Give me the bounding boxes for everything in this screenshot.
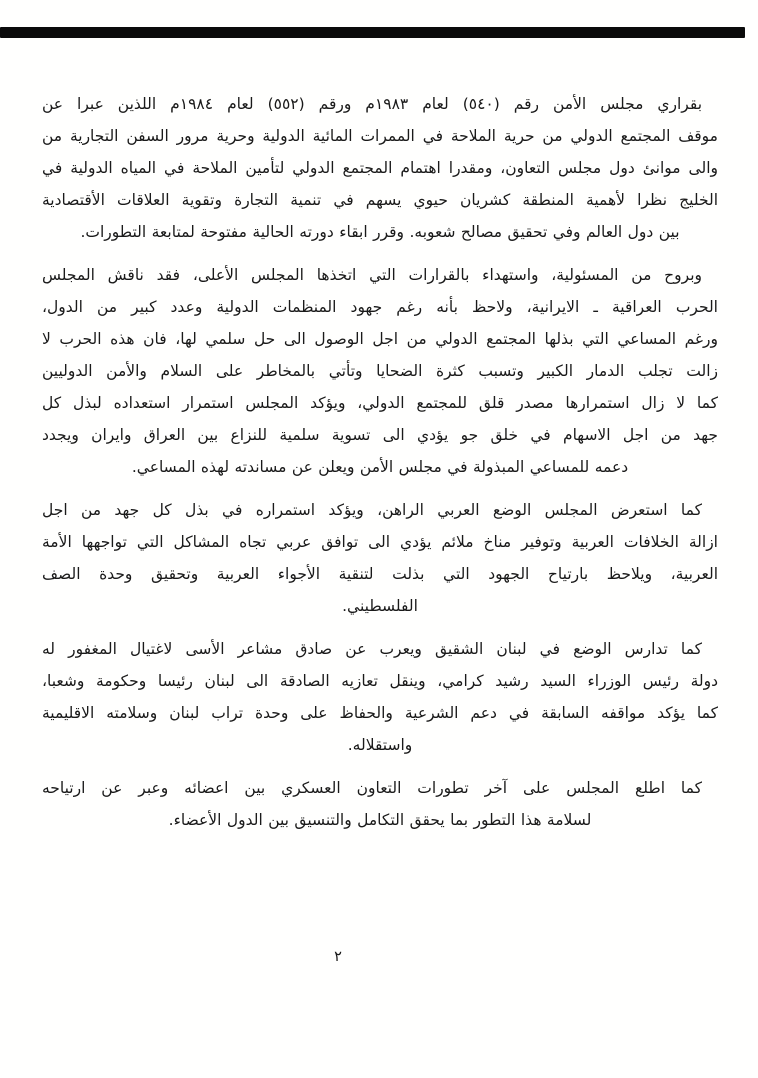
text-line: جهد من اجل الاسهام في خلق جو يؤدي الى تسوية سلمية للنزاع بين العراق وايران ويجدد xyxy=(42,426,718,444)
text-line: كما تدارس الوضع في لبنان الشقيق ويعرب عن صادق مشاعر الأسى لاغتيال المغفور له xyxy=(42,640,702,658)
text-line: والى موانئ دول مجلس التعاون، ومقدرا اهتمام المجتمع الدولي لتأمين الملاحة في المياه الدولية في xyxy=(42,159,718,177)
text-line: كما يؤكد مواقفه السابقة في دعم الشرعية والحفاظ على وحدة تراب لبنان وسلامته الاقليمية xyxy=(42,704,718,722)
text-line: موقف المجتمع الدولي من حرية الملاحة في الممرات المائية الدولية وحرية مرور السفن التجارية من xyxy=(42,127,718,145)
text-line: ازالة الخلافات العربية وتوفير مناخ ملائم يؤدي الى توافق عربي تجاه المشاكل التي تواجهها الأمة xyxy=(42,533,718,551)
text-line: كما استعرض المجلس الوضع العربي الراهن، ويؤكد استمراره في بذل كل جهد من اجل xyxy=(42,501,702,519)
text-line: الخليج نظرا لأهمية المنطقة كشريان حيوي يسهم في تنمية التجارة وتقوية العلاقات الأقتصادية xyxy=(42,191,718,209)
text-line: بقراري مجلس الأمن رقم (٥٤٠) لعام ١٩٨٣م ورقم (٥٥٢) لعام ١٩٨٤م اللذين عبرا عن xyxy=(42,95,703,113)
text-line: دعمه للمساعي المبذولة في مجلس الأمن ويعلن عن مساندته لهذه المساعي. xyxy=(131,458,629,476)
text-line: كما اطلع المجلس على آخر تطورات التعاون العسكري بين اعضائه وعبر عن ارتياحه xyxy=(42,779,702,797)
paragraph-iraq-iran-war xyxy=(42,259,718,483)
scan-artifact-bar xyxy=(0,27,745,38)
paragraph-arab-situation xyxy=(42,494,718,622)
text-line: وبروح من المسئولية، واستهداء بالقرارات التي اتخذها المجلس الأعلى، فقد ناقش المجلس xyxy=(42,266,702,284)
text-line: كما لا زال استمرارها مصدر قلق للمجتمع الدولي، ويؤكد المجلس استمرار استعداده لبذل كل xyxy=(42,394,718,412)
paragraph-military-cooperation xyxy=(42,772,718,836)
document-body xyxy=(42,88,718,847)
paragraph-security-council-resolutions xyxy=(42,88,718,248)
text-line: العربية، ويلاحظ بارتياح الجهود التي بذلت لتنقية الأجواء العربية وتحقيق وحدة الصف xyxy=(42,565,718,583)
text-line: لسلامة هذا التطور بما يحقق التكامل والتنسيق بين الدول الأعضاء. xyxy=(168,811,592,829)
text-line: ورغم المساعي التي بذلها المجتمع الدولي من اجل الوصول الى حل سلمي لها، فان هذه الحرب لا xyxy=(42,330,718,348)
text-line: زالت تجلب الدمار الكبير وتسبب كثرة الضحايا وتأتي بالمخاطر على السلام والأمن الدوليين xyxy=(42,362,718,380)
text-line: واستقلاله. xyxy=(347,736,413,754)
paragraph-lebanon xyxy=(42,633,718,761)
text-line: الفلسطيني. xyxy=(342,597,418,615)
page-number: ٢ xyxy=(334,949,342,965)
text-line: الحرب العراقية ـ الايرانية، ولاحظ بأنه رغم جهود المنظمات الدولية وعدد كبير من الدول، xyxy=(42,298,718,316)
text-line: بين دول العالم وفي تحقيق مصالح شعوبه. وقرر ابقاء دورته الحالية مفتوحة لمتابعة التطورات. xyxy=(80,223,680,241)
text-line: دولة رئيس الوزراء السيد رشيد كرامي، وينقل تعازيه الصادقة الى لبنان رئيسا وحكومة وشعبا، xyxy=(42,672,718,690)
